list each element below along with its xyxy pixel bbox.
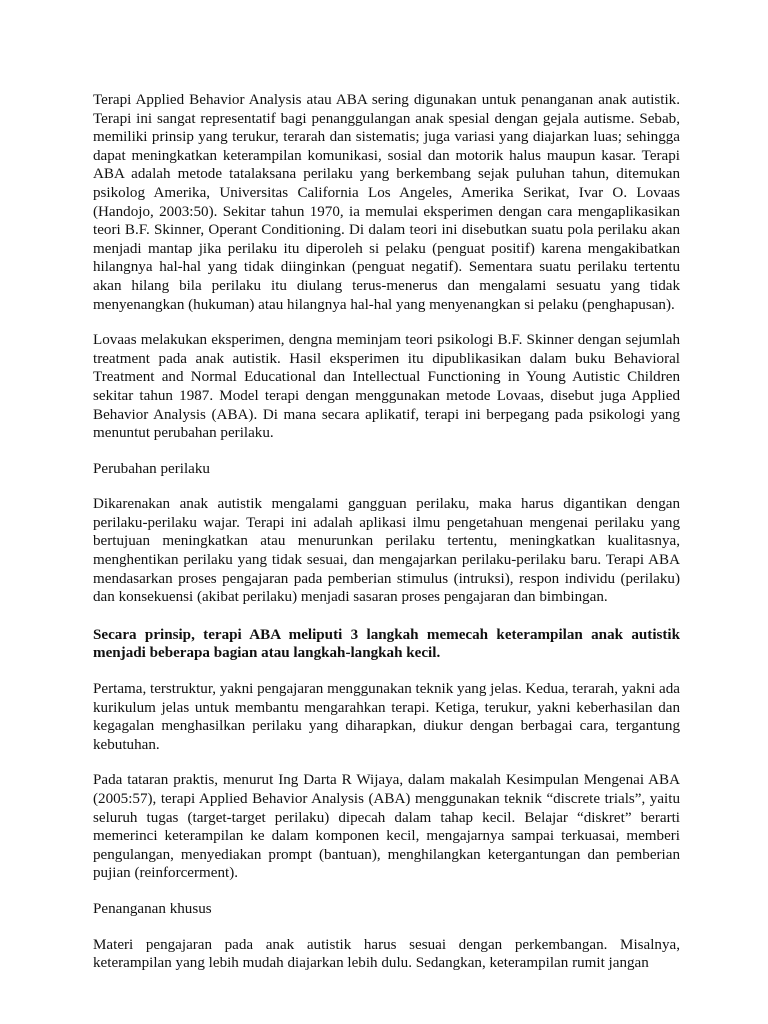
paragraph-discrete-trials: Pada tataran praktis, menurut Ing Darta R Wijaya, dalam makalah Kesimpulan Mengenai ABA (2005:57), terapi Applied Behavior Analysis (ABA) menggunakan teknik “discrete trials”, yaitu seluruh tugas (target-target perilaku) dipecah dalam tahap kecil. Belajar “diskret” berarti memerinci keterampilan ke dalam komponen kecil, mengajarnya sampai terkuasai, memberi pengulangan, menyediakan prompt (bantuan), menghilangkan ketergantungan dan pemberian pujian (reinforcerment).: [93, 772, 680, 882]
paragraph-behavior-change: Dikarenakan anak autistik mengalami gangguan perilaku, maka harus digantikan dengan perilaku-perilaku wajar. Terapi ini adalah aplikasi ilmu pengetahuan mengenai perilaku yang bertujuan meningkatkan atau menurunkan perilaku tertentu, meningkatkan kualitasnya, menghentikan perilaku yang tidak sesuai, dan mengajarkan perilaku-perilaku baru. Terapi ABA mendasarkan proses pengajaran pada pemberian stimulus (intruksi), respon individu (perilaku) dan konsekuensi (akibat perilaku) menjadi sasaran proses pengajaran dan bimbingan.: [93, 496, 680, 606]
section-heading-penanganan-khusus: Penanganan khusus: [93, 900, 212, 917]
paragraph-aba-principle-bold: Secara prinsip, terapi ABA meliputi 3 langkah memecah keterampilan anak autistik menjadi beberapa bagian atau langkah-langkah kecil.: [93, 626, 680, 662]
paragraph-aba-introduction: Terapi Applied Behavior Analysis atau ABA sering digunakan untuk penanganan anak autistik. Terapi ini sangat representatif bagi penanggulangan anak spesial dengan gejala autisme. Sebab, memiliki prinsip yang terukur, terarah dan sistematis; juga variasi yang diajarkan luas; sehingga dapat meningkatkan keterampilan komunikasi, sosial dan motorik halus maupun kasar. Terapi ABA adalah metode tatalaksana perilaku yang berkembang sejak puluhan tahun, ditemukan psikolog Amerika, Universitas California Los Angeles, Amerika Serikat, Ivar O. Lovaas (Handojo, 2003:50). Sekitar tahun 1970, ia memulai eksperimen dengan cara mengaplikasikan teori B.F. Skinner, Operant Conditioning. Di dalam teori ini disebutkan suatu pola perilaku akan menjadi mantap jika perilaku itu diperoleh si pelaku (penguat positif) karena mengakibatkan hilangnya hal-hal yang tidak diinginkan (penguat negatif). Sementara suatu perilaku tertentu akan hilang bila perilaku itu diulang terus-menerus dan mengalami sesuatu yang tidak menyenangkan (hukuman) atau hilangnya hal-hal yang menyenangkan si pelaku (penghapusan).: [93, 92, 680, 313]
paragraph-teaching-material: Materi pengajaran pada anak autistik harus sesuai dengan perkembangan. Misalnya, keterampilan yang lebih mudah diajarkan lebih dulu. Sedangkan, keterampilan rumit jangan: [93, 936, 680, 972]
paragraph-lovaas-experiment: Lovaas melakukan eksperimen, dengna meminjam teori psikologi B.F. Skinner dengan sejumlah treatment pada anak autistik. Hasil eksperimen itu dipublikasikan dalam buku Behavioral Treatment and Normal Educational dan Intellectual Functioning in Young Autistic Children sekitar tahun 1987. Model terapi dengan menggunakan metode Lovaas, disebut juga Applied Behavior Analysis (ABA). Di mana secara aplikatif, terapi ini berpegang pada psikologi yang menuntut perubahan perilaku.: [93, 332, 680, 442]
section-heading-perubahan-perilaku: Perubahan perilaku: [93, 460, 210, 477]
paragraph-three-steps: Pertama, terstruktur, yakni pengajaran menggunakan teknik yang jelas. Kedua, terarah, yakni ada kurikulum jelas untuk membantu mengarahkan terapi. Ketiga, terukur, yakni keberhasilan dan kegagalan menghasilkan perilaku yang diharapkan, diukur dengan berbagai cara, tergantung kebutuhan.: [93, 681, 680, 753]
